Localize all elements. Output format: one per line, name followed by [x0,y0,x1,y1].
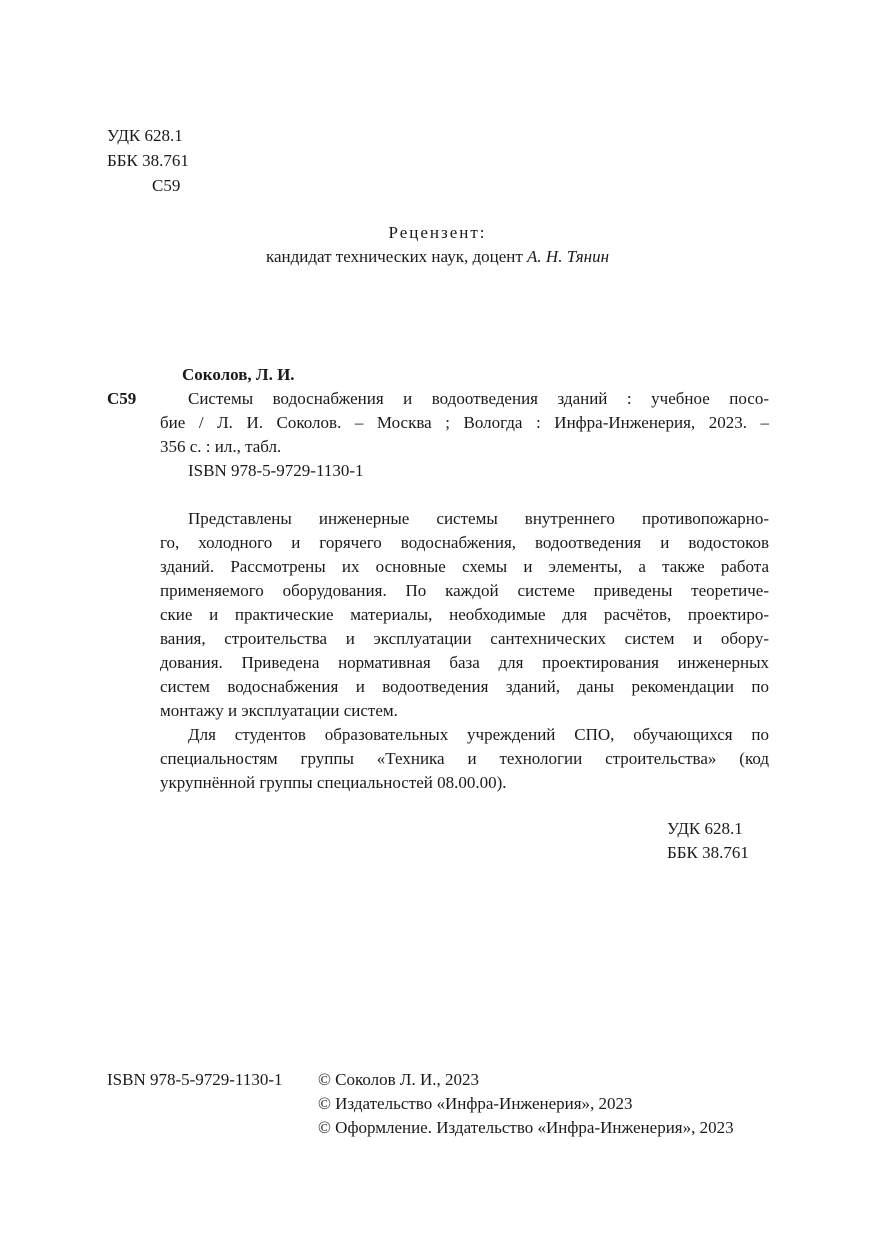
abstract-p1-line-7: дования. Приведена нормативная база для проектирования инженерных [160,653,769,672]
abstract-p1-line-6: вания, строительства и эксплуатации сантехнических систем и обору- [160,629,769,648]
abstract-p1-line-5: ские и практические материалы, необходимые для расчётов, проектиро- [160,605,769,624]
copyright-design: © Оформление. Издательство «Инфра-Инженерия», 2023 [318,1118,734,1137]
abstract-p2-line-2: специальностям группы «Техника и технологии строительства» (код [160,749,769,768]
abstract-p1-line-8: систем водоснабжения и водоотведения зданий, даны рекомендации по [160,677,769,696]
bib-line-3: 356 с. : ил., табл. [160,437,282,456]
bib-author: Соколов, Л. И. [182,365,295,384]
bbk-code-bottom: ББК 38.761 [667,843,749,862]
bbk-code-top: ББК 38.761 [107,151,189,170]
abstract-p1-line-3: зданий. Рассмотрены их основные схемы и элементы, а также работа [160,557,769,576]
copyright-author: © Соколов Л. И., 2023 [318,1070,479,1089]
reviewer-title: кандидат технических наук, доцент [265,247,528,266]
abstract-p2-line-1: Для студентов образовательных учреждений СПО, обучающихся по [188,725,769,744]
abstract-p2-line-3: укрупнённой группы специальностей 08.00.00). [160,773,507,792]
udk-code-bottom: УДК 628.1 [667,819,743,838]
bib-line-1: Системы водоснабжения и водоотведения зданий : учебное посо- [188,389,769,408]
footer-isbn: ISBN 978-5-9729-1130-1 [107,1070,283,1089]
bib-isbn: ISBN 978-5-9729-1130-1 [188,461,364,480]
bib-sign: С59 [107,389,137,408]
author-sign-top: С59 [152,176,181,195]
copyright-publisher: © Издательство «Инфра-Инженерия», 2023 [318,1094,633,1113]
abstract-p1-line-2: го, холодного и горячего водоснабжения, водоотведения и водостоков [160,533,769,552]
abstract-p1-line-4: применяемого оборудования. По каждой системе приведены теоретиче- [160,581,769,600]
abstract-p1-line-9: монтажу и эксплуатации систем. [160,701,398,720]
reviewer-heading: Рецензент: [388,223,487,242]
bib-line-2: бие / Л. И. Соколов. – Москва ; Вологда : Инфра-Инженерия, 2023. – [160,413,769,432]
udk-code-top: УДК 628.1 [107,126,183,145]
reviewer-line [0,245,875,269]
abstract-p1-line-1: Представлены инженерные системы внутреннего противопожарно- [188,509,769,528]
reviewer-name: А. Н. Тянин [527,247,610,266]
